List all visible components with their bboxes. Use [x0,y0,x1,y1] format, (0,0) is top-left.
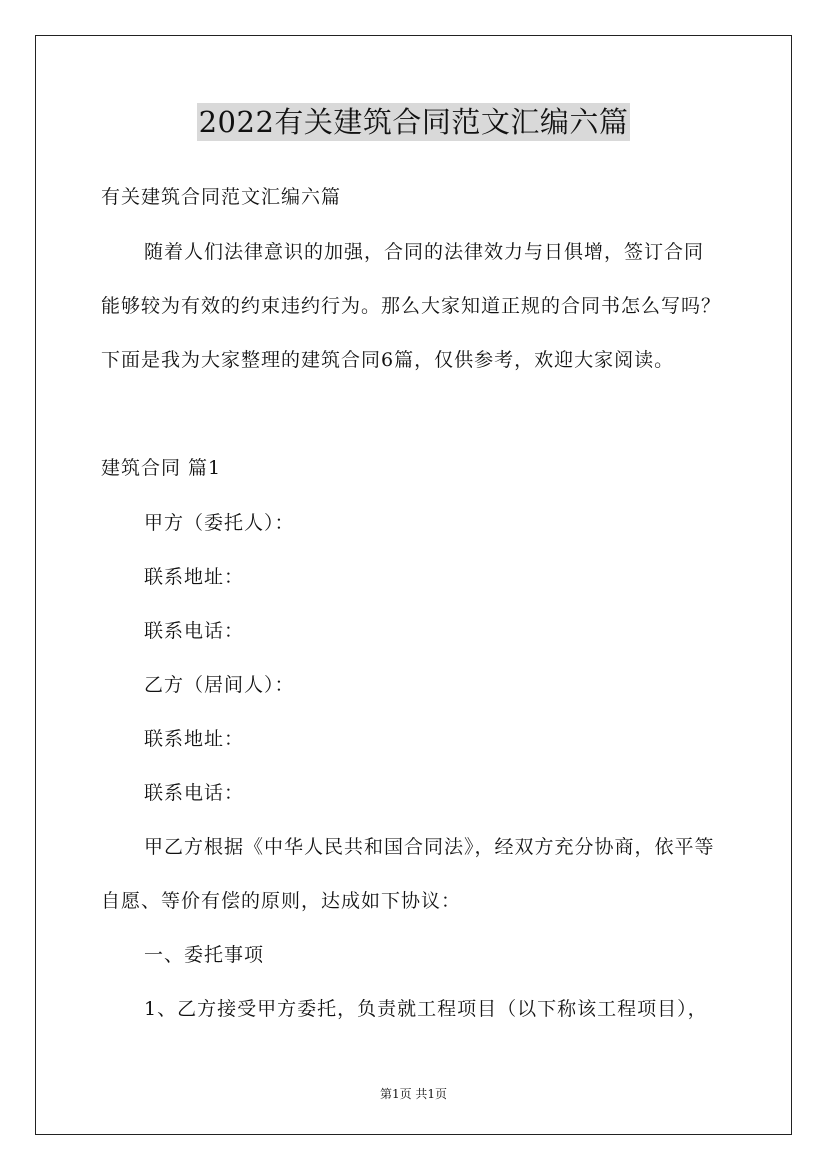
field-party-b-address: 联系地址： [144,728,245,750]
document-title [0,100,827,141]
clause-heading: 一、委托事项 [144,944,265,966]
field-party-a-phone: 联系电话： [144,620,245,642]
intro-line-3: 下面是我为大家整理的建筑合同6篇，仅供参考，欢迎大家阅读。 [101,349,675,371]
agreement-line-1: 甲乙方根据《中华人民共和国合同法》，经双方充分协商，依平等 [144,836,715,858]
page-footer: 第1页 共1页 [379,1087,448,1101]
field-party-b: 乙方（居间人）： [144,674,295,696]
field-party-a: 甲方（委托人）： [144,512,295,534]
intro-line-1: 随着人们法律意识的加强，合同的法律效力与日俱增，签订合同 [144,241,705,263]
clause-1: 1、乙方接受甲方委托，负责就工程项目（以下称该工程项目）， [144,998,708,1020]
agreement-line-2: 自愿、等价有偿的原则，达成如下协议： [101,890,462,912]
intro-line-2: 能够较为有效的约束违约行为。那么大家知道正规的合同书怎么写吗？ [101,295,722,317]
field-party-b-phone: 联系电话： [144,782,245,804]
section-heading: 建筑合同 篇1 [101,457,222,479]
field-party-a-address: 联系地址： [144,566,245,588]
document-title-text: 2022有关建筑合同范文汇编六篇 [198,105,629,139]
document-subtitle: 有关建筑合同范文汇编六篇 [101,186,342,208]
